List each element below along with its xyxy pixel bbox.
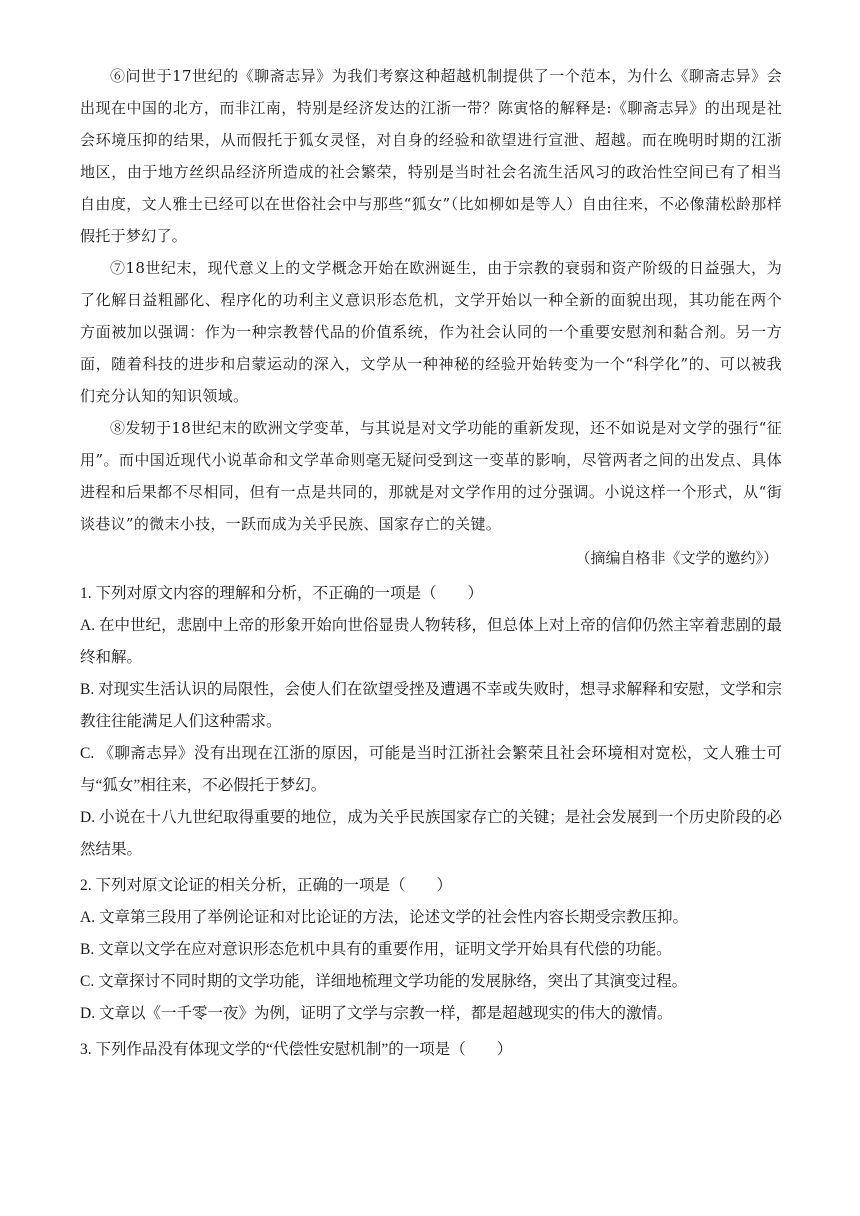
option-b: B. 文章以文学在应对意识形态危机中具有的重要作用，证明文学开始具有代偿的功能。 — [80, 941, 672, 958]
option-a: A. 在中世纪，悲剧中上帝的形象开始向世俗显贵人物转移，但总体上对上帝的信仰仍然主宰着悲剧的最终和解。 — [80, 617, 782, 666]
question-3 — [80, 1034, 782, 1066]
option-d: D. 小说在十八九世纪取得重要的地位，成为关乎民族国家存亡的关键；是社会发展到一个历史阶段的必然结果。 — [80, 809, 782, 858]
question-2 — [80, 870, 782, 1030]
question-1 — [80, 578, 782, 866]
question-stem: 1. 下列对原文内容的理解和分析，不正确的一项是（ ） — [80, 585, 484, 602]
paragraph-7: ⑦18世纪末，现代意义上的文学概念开始在欧洲诞生，由于宗教的衰弱和资产阶级的日益强大，为了化解日益粗鄙化、程序化的功利主义意识形态危机，文学开始以一种全新的面貌出现，其功能在两个方面被加以强调：作为一种宗教替代品的价值系统，作为社会认同的一个重要安慰剂和黏合剂。另一方面，随着科技的进步和启蒙运动的深入，文学从一种神秘的经验开始转变为一个“科学化”的、可以被我们充分认知的知识领域。 — [80, 259, 782, 405]
option-d: D. 文章以《一千零一夜》为例，证明了文学与宗教一样，都是超越现实的伟大的激情。 — [80, 1005, 673, 1022]
source-citation: （摘编自格非《文学的邀约》） — [575, 549, 778, 567]
question-stem: 3. 下列作品没有体现文学的“代偿性安慰机制”的一项是（ ） — [80, 1041, 513, 1058]
option-c: C. 《聊斋志异》没有出现在江浙的原因，可能是当时江浙社会繁荣且社会环境相对宽松，文人雅士可与“狐女”相往来，不必假托于梦幻。 — [80, 745, 782, 794]
option-a: A. 文章第三段用了举例论证和对比论证的方法，论述文学的社会性内容长期受宗教压抑。 — [80, 909, 688, 926]
paragraph-6: ⑥问世于17世纪的《聊斋志异》为我们考察这种超越机制提供了一个范本，为什么《聊斋志异》会出现在中国的北方，而非江南，特别是经济发达的江浙一带？陈寅恪的解释是:《聊斋志异》的出现是社会环境压抑的结果，从而假托于狐女灵怪，对自身的经验和欲望进行宣泄、超越。而在晚明时期的江浙地区，由于地方丝织品经济所造成的社会繁荣，特别是当时社会名流生活风习的政治性空间已有了相当自由度，文人雅士已经可以在世俗社会中与那些“狐女”（比如柳如是等人）自由往来，不必像蒲松龄那样假托于梦幻了。 — [80, 67, 782, 245]
document-page — [80, 60, 782, 1066]
paragraph-8: ⑧发轫于18世纪末的欧洲文学变革，与其说是对文学功能的重新发现，还不如说是对文学的强行“征用”。而中国近现代小说革命和文学革命则毫无疑问受到这一变革的影响，尽管两者之间的出发点、具体进程和后果都不尽相同，但有一点是共同的，那就是对文学作用的过分强调。小说这样一个形式，从“街谈巷议”的微末小技，一跃而成为关乎民族、国家存亡的关键。 — [80, 419, 782, 533]
question-stem: 2. 下列对原文论证的相关分析，正确的一项是（ ） — [80, 877, 453, 894]
option-b: B. 对现实生活认识的局限性，会使人们在欲望受挫及遭遇不幸或失败时，想寻求解释和安慰，文学和宗教往往能满足人们这种需求。 — [80, 681, 782, 730]
option-c: C. 文章探讨不同时期的文学功能，详细地梳理文学功能的发展脉络，突出了其演变过程。 — [80, 973, 688, 990]
